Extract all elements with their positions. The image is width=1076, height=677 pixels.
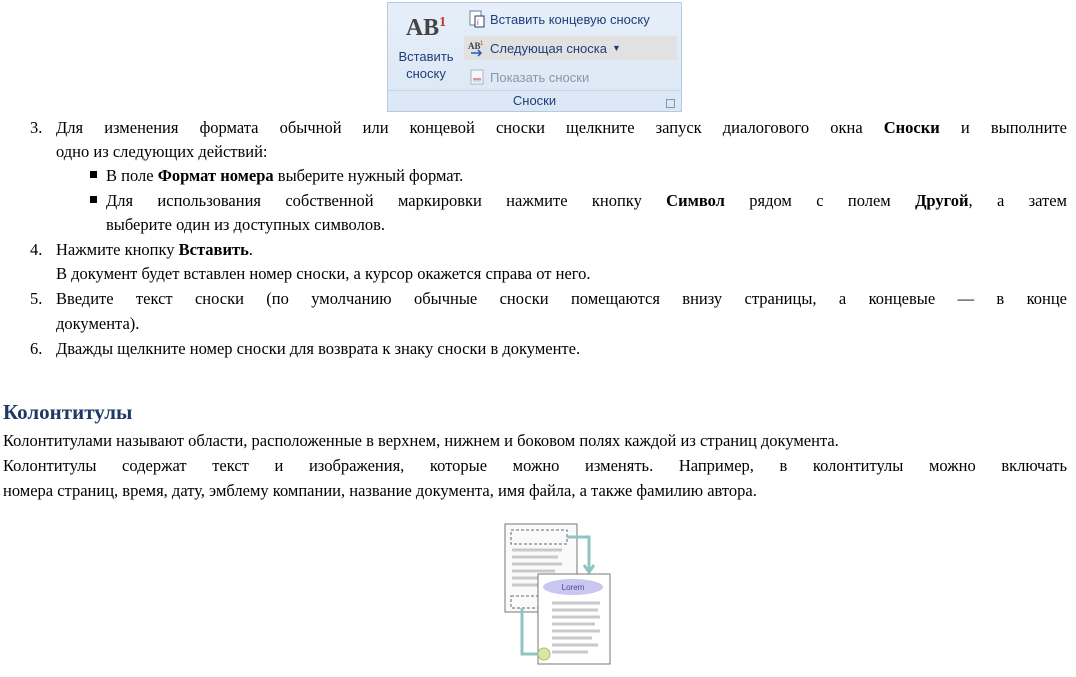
bullet-icon	[90, 171, 97, 178]
paragraph-2-line-1: Колонтитулы содержат текст и изображения, которые можно изменять. Например, в колонтитулы можно включать	[3, 456, 1067, 475]
svg-text:AB: AB	[468, 41, 481, 51]
insert-footnote-label: Вставить сноску	[398, 49, 454, 81]
step-3-bullet-2-line-2: выберите один из доступных символов.	[106, 215, 385, 234]
insert-footnote-button[interactable]	[392, 7, 460, 93]
svg-text:1: 1	[480, 41, 484, 47]
chevron-down-icon: ▼	[611, 43, 621, 53]
next-footnote-icon	[468, 39, 486, 57]
insert-endnote-icon	[468, 10, 486, 28]
footnotes-ribbon-group	[387, 2, 682, 112]
show-notes-button[interactable]: Показать сноски	[464, 65, 593, 89]
step-3-bullet-1: В поле Формат номера выберите нужный формат.	[106, 166, 464, 185]
paragraph-2-line-2: номера страниц, время, дату, эмблему компании, название документа, имя файла, а также фамилию автора.	[3, 481, 757, 500]
group-label: Сноски	[388, 90, 681, 111]
step-5-line-2: документа).	[56, 314, 140, 333]
step-4-line-2: В документ будет вставлен номер сноски, а курсор окажется справа от него.	[56, 264, 591, 283]
step-number: 4.	[30, 240, 43, 259]
svg-text:i: i	[477, 18, 479, 27]
bullet-icon	[90, 196, 97, 203]
section-heading: Колонтитулы	[3, 400, 133, 424]
step-3-bullet-2: Для использования собственной маркировки нажмите кнопку Символ рядом с полем Другой, а затем	[106, 191, 1067, 210]
step-3-line-1: Для изменения формата обычной или концевой сноски щелкните запуск диалогового окна Сноски и выполните	[56, 118, 1067, 137]
step-4-line-1: Нажмите кнопку Вставить.	[56, 240, 253, 259]
show-notes-icon	[468, 68, 486, 86]
step-3-line-2: одно из следующих действий:	[56, 142, 268, 161]
step-number: 5.	[30, 289, 43, 308]
step-5-line-1: Введите текст сноски (по умолчанию обычные сноски помещаются внизу страницы, а концевые — в конце	[56, 289, 1067, 308]
step-number: 3.	[30, 118, 43, 137]
next-footnote-button[interactable]: AB 1 Следующая сноска ▼	[464, 36, 677, 60]
illustration-label: Lorem	[561, 583, 585, 592]
paragraph-1: Колонтитулами называют области, расположенные в верхнем, нижнем и боковом полях каждой из страниц документа.	[3, 431, 839, 450]
header-footer-illustration-icon	[500, 520, 615, 670]
insert-endnote-button[interactable]: i Вставить концевую сноску	[464, 7, 654, 31]
step-number: 6.	[30, 339, 43, 358]
insert-footnote-icon: $AB^1$	[405, 15, 447, 41]
step-6-line-1: Дважды щелкните номер сноски для возврата к знаку сноски в документе.	[56, 339, 581, 358]
dialog-launcher-icon[interactable]	[666, 99, 675, 108]
